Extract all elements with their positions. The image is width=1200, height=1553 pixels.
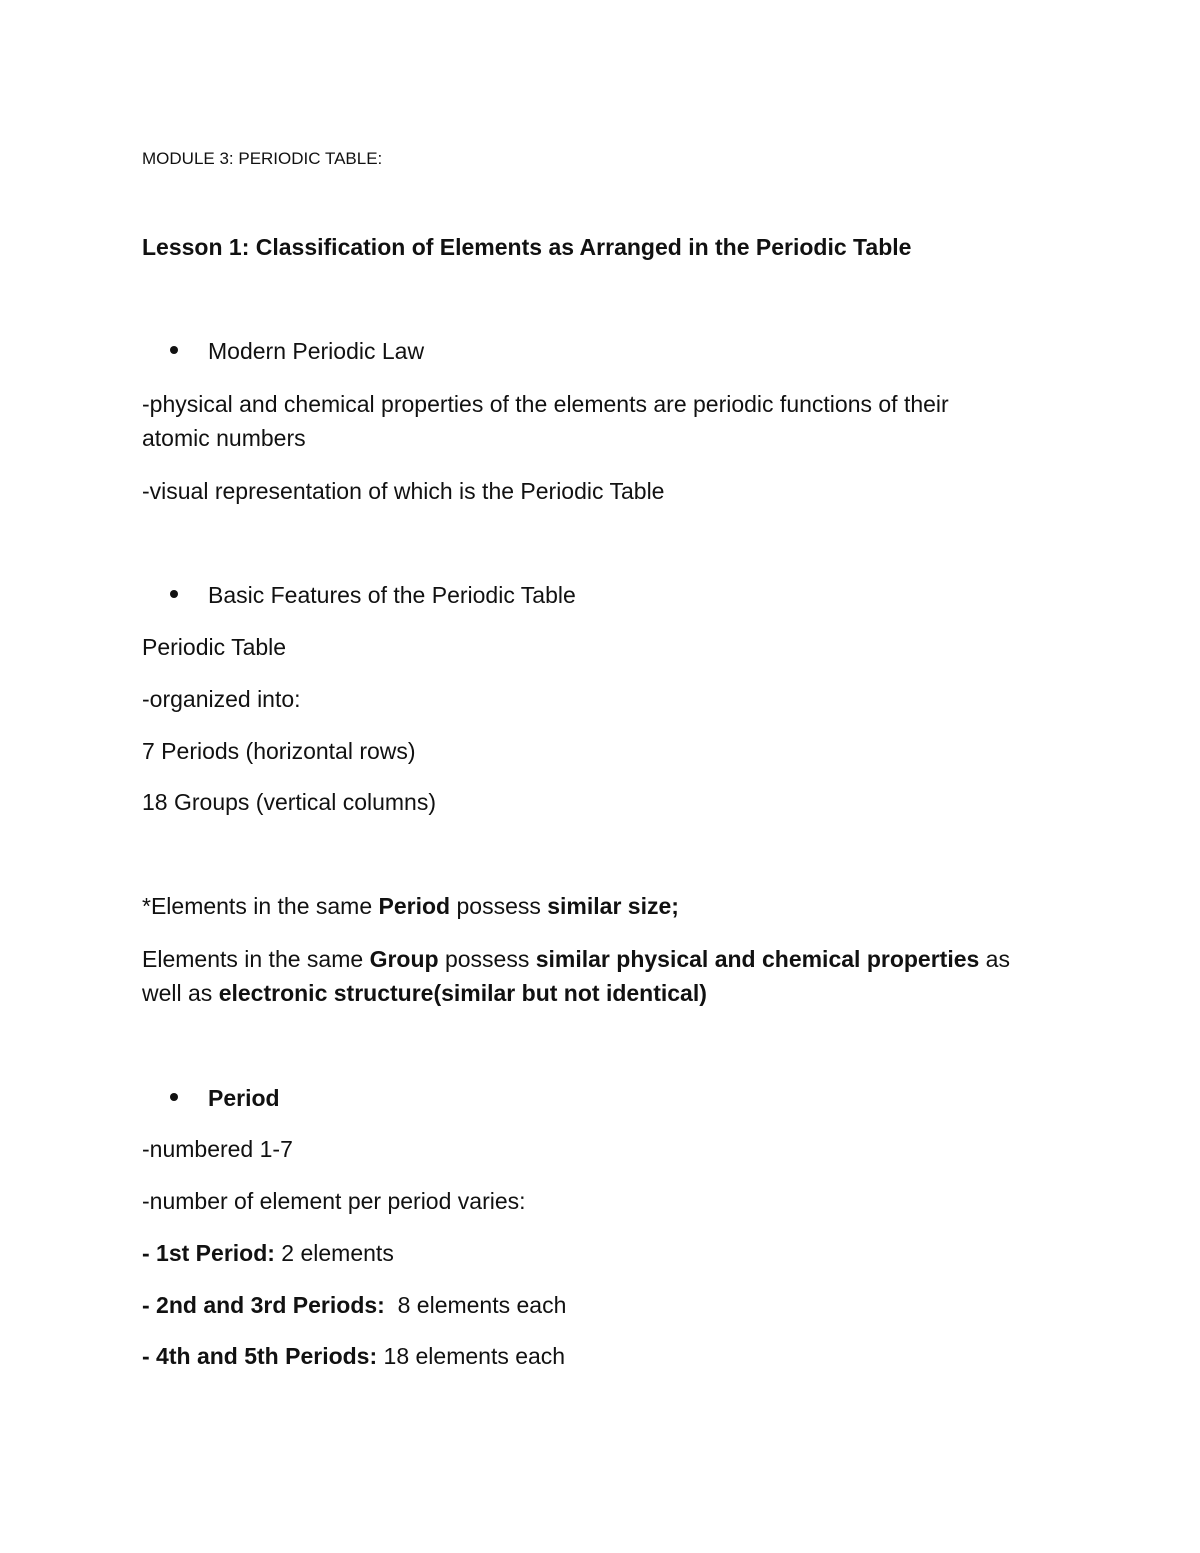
bullet-icon — [170, 346, 178, 354]
note-text: possess — [438, 946, 536, 972]
period-item-value: 2 elements — [274, 1240, 394, 1266]
period-item-label: - 4th and 5th Periods: — [142, 1343, 378, 1369]
note-text: well as — [142, 980, 219, 1006]
note-text: as — [979, 946, 1010, 972]
bullet-modern-periodic-law — [170, 334, 424, 368]
period-item-2 — [142, 1288, 566, 1322]
lesson-title: Lesson 1: Classification of Elements as Arranged in the Periodic Table — [142, 234, 912, 260]
period-item-3 — [142, 1339, 565, 1373]
paragraph-line: atomic numbers — [142, 425, 306, 451]
bullet-period — [170, 1081, 280, 1115]
paragraph-line: -physical and chemical properties of the elements are periodic functions of their — [142, 391, 949, 417]
note-line-1 — [142, 889, 679, 923]
note-bold: similar size; — [547, 893, 679, 919]
module-title: MODULE 3: PERIODIC TABLE: — [142, 149, 383, 168]
bullet-basic-features — [170, 578, 576, 612]
paragraph-line: -number of element per period varies: — [142, 1188, 526, 1214]
note-text: *Elements in the same — [142, 893, 379, 919]
note-text: Elements in the same — [142, 946, 370, 972]
note-bold: electronic structure(similar but not identical) — [218, 980, 707, 1006]
note-bold: Group — [369, 946, 439, 972]
paragraph-line: 18 Groups (vertical columns) — [142, 789, 436, 815]
bullet-icon — [170, 590, 178, 598]
note-line-2 — [142, 942, 1010, 976]
period-item-1 — [142, 1236, 394, 1270]
note-bold: Period — [378, 893, 451, 919]
period-item-label: - 2nd and 3rd Periods: — [142, 1292, 385, 1318]
bullet-label: Period — [208, 1085, 280, 1111]
paragraph-line: Periodic Table — [142, 634, 287, 660]
paragraph-line: -organized into: — [142, 686, 301, 712]
paragraph-line: -visual representation of which is the Periodic Table — [142, 478, 665, 504]
period-item-value: 18 elements each — [377, 1343, 566, 1369]
note-text: possess — [450, 893, 548, 919]
paragraph-line: -numbered 1-7 — [142, 1136, 293, 1162]
period-item-label: - 1st Period: — [142, 1240, 275, 1266]
bullet-label: Basic Features of the Periodic Table — [208, 582, 576, 608]
note-bold: similar physical and chemical properties — [535, 946, 980, 972]
bullet-icon — [170, 1093, 178, 1101]
bullet-label: Modern Periodic Law — [208, 338, 425, 364]
note-line-3 — [142, 976, 707, 1010]
paragraph-line: 7 Periods (horizontal rows) — [142, 738, 416, 764]
period-item-value: 8 elements each — [384, 1292, 567, 1318]
